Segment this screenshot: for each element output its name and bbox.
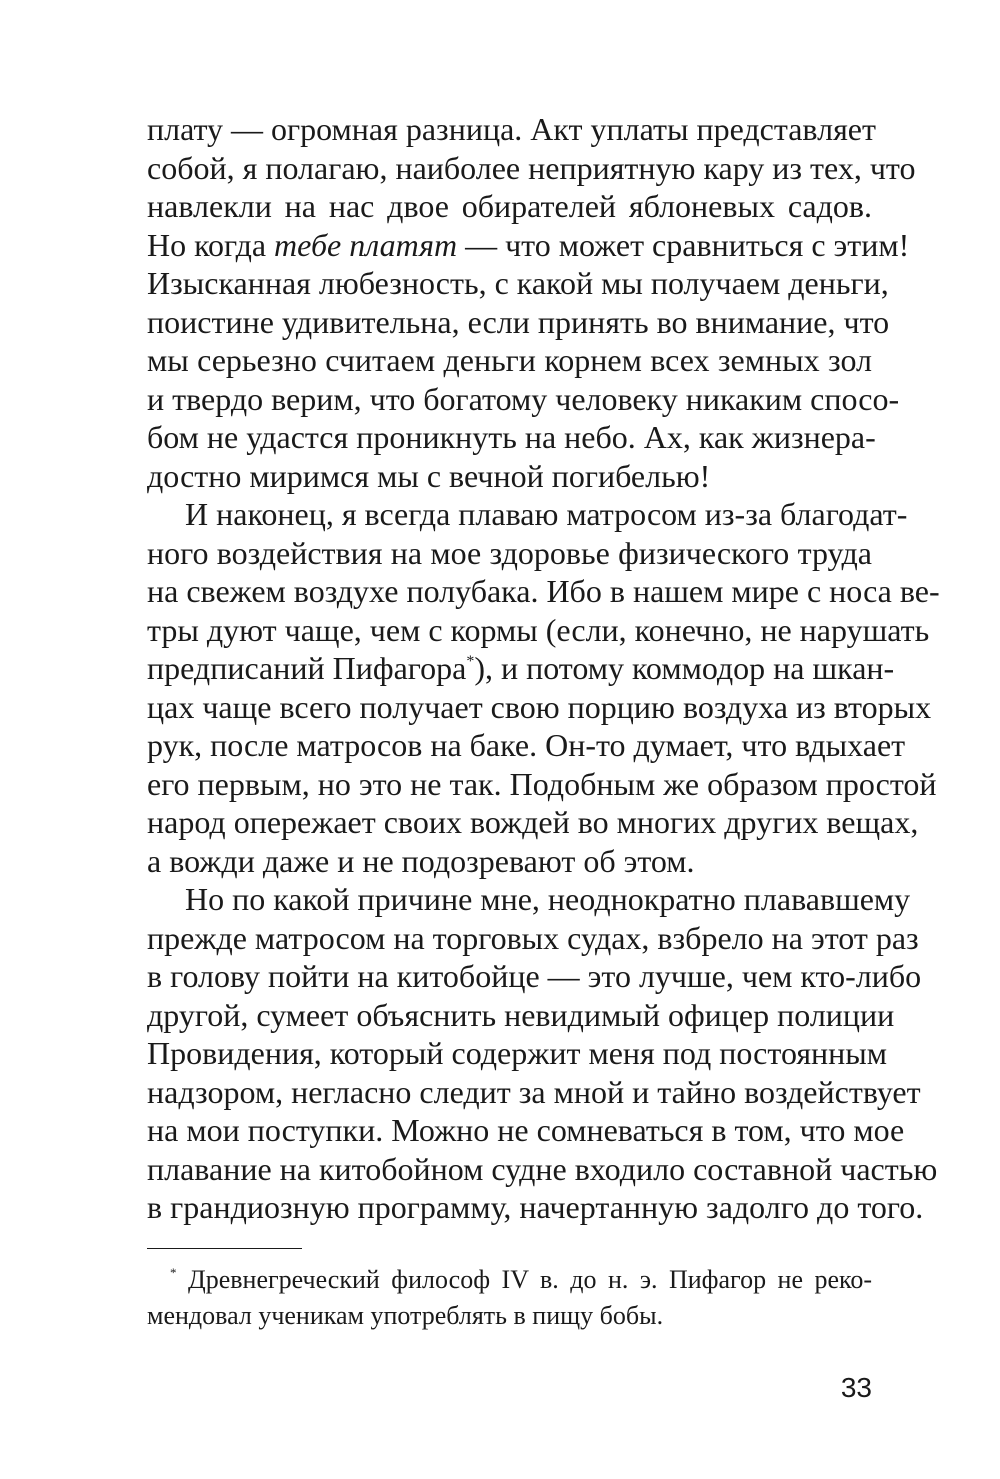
footnote-mark: *	[170, 1265, 177, 1281]
text-line: в грандиозную программу, начертанную задолго до того.	[147, 1189, 924, 1225]
footnote	[147, 1262, 872, 1334]
text-line: ного воздействия на мое здоровье физического труда	[147, 534, 872, 571]
text-line: навлекли на нас двое обирателей яблоневых садов.	[147, 188, 872, 224]
text-line: тры дуют чаще, чем с кормы (если, конечно, не нарушать	[147, 611, 930, 648]
text-line: и твердо верим, что богатому человеку никаким спосо-	[147, 380, 900, 417]
text-line: его первым, но это не так. Подобным же образом простой	[147, 765, 937, 802]
paragraph-1	[147, 110, 916, 495]
text-run: Древнегреческий философ IV в. до н. э. Пифагор не реко-	[176, 1265, 872, 1294]
text-line: бом не удастся проникнуть на небо. Ах, как жизнера-	[147, 419, 876, 455]
text-run: Но когда	[147, 226, 275, 263]
page-number: 33	[840, 1372, 872, 1403]
text-line: плавание на китобойном судне входило составной частью	[147, 1150, 938, 1187]
text-line: достно миримся мы с вечной погибелью!	[147, 457, 711, 494]
italic-emphasis: тебе платят	[274, 226, 458, 263]
text-line: плату — огромная разница. Акт уплаты представляет	[147, 111, 876, 147]
text-line: собой, я полагаю, наиболее неприятную кару из тех, что	[147, 149, 916, 186]
text-line: Провидения, который содержит меня под постоянным	[147, 1035, 888, 1071]
footnote-line	[147, 1262, 872, 1298]
text-line: другой, сумеет объяснить невидимый офицер полиции	[147, 996, 895, 1033]
text-line: поистине удивительна, если принять во внимание, что	[147, 303, 890, 340]
text-line: прежде матросом на торговых судах, взбрело на этот раз	[147, 919, 919, 956]
text-line: а вожди даже и не подозревают об этом.	[147, 842, 695, 879]
text-run: предписаний Пифагора	[147, 650, 467, 686]
footnote-line: мендовал ученикам употреблять в пищу бобы.	[147, 1301, 664, 1330]
text-line: на мои поступки. Можно не сомневаться в том, что мое	[147, 1112, 905, 1148]
text-line	[147, 649, 895, 688]
text-line: Но по какой причине мне, неоднократно плававшему	[185, 881, 911, 917]
text-line: надзором, негласно следит за мной и тайно воздействует	[147, 1073, 921, 1110]
footnote-reference-mark: *	[466, 652, 475, 670]
footnote-divider	[147, 1248, 302, 1249]
main-text	[147, 110, 940, 1227]
text-line: на свежем воздухе полубака. Ибо в нашем мире с носа ве-	[147, 573, 940, 609]
text-line: цах чаще всего получает свою порцию воздуха из вторых	[147, 688, 932, 725]
text-line: народ опережает своих вождей во многих других вещах,	[147, 804, 919, 840]
text-run: — что может сравниться с этим!	[457, 226, 910, 263]
text-line: в голову пойти на китобойце — это лучше, чем кто-либо	[147, 958, 922, 994]
text-line	[147, 226, 910, 265]
text-line: мы серьезно считаем деньги корнем всех земных зол	[147, 342, 872, 378]
text-line: Изысканная любезность, с какой мы получаем деньги,	[147, 265, 889, 301]
text-line: И наконец, я всегда плаваю матросом из-за благодат-	[185, 496, 908, 532]
paragraph-3	[147, 880, 938, 1227]
paragraph-2	[147, 495, 940, 880]
text-line: рук, после матросов на баке. Он-то думает, что вдыхает	[147, 727, 906, 763]
text-run: ), и потому коммодор на шкан-	[474, 650, 895, 686]
